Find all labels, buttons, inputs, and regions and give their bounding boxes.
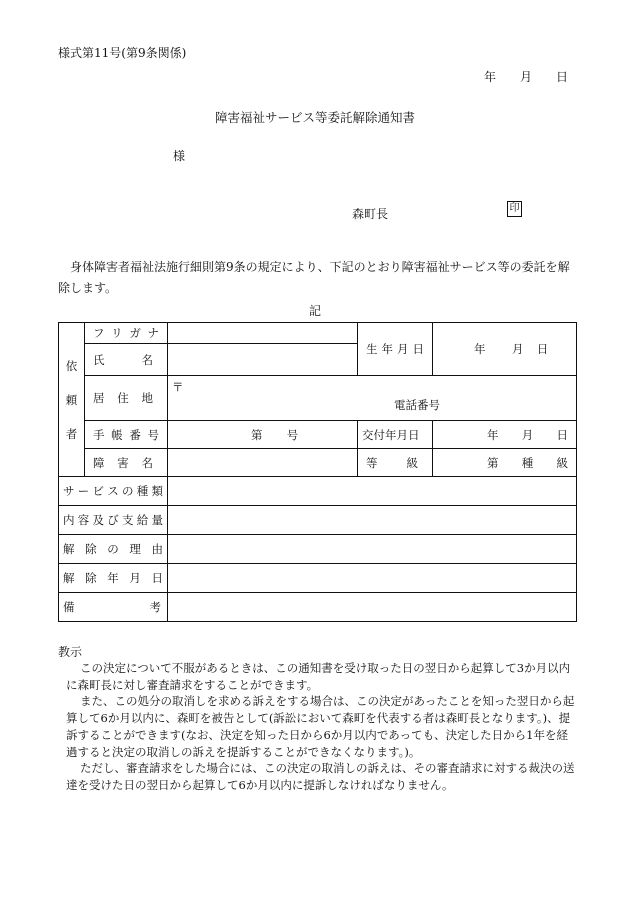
- issue-date: [484, 68, 568, 85]
- birthdate-text: 生 年 月 日: [366, 342, 424, 356]
- address-field[interactable]: [168, 376, 577, 421]
- notice-body: [66, 660, 578, 794]
- grade-field[interactable]: 第 種 級: [433, 449, 577, 477]
- reason-label: [59, 535, 168, 564]
- document-title: 障害福祉サービス等委託解除通知書: [214, 110, 415, 125]
- seal-stamp: 印: [507, 201, 522, 217]
- date-year-label: 年: [484, 70, 497, 84]
- addressee-suffix: 様: [173, 149, 186, 163]
- service-type-text: サ ー ビ ス の 種 類: [63, 484, 163, 498]
- ki-heading: 記: [308, 304, 321, 318]
- handbook-number-field[interactable]: 第 号: [168, 421, 358, 449]
- issuer-name: 森町長: [352, 207, 389, 221]
- notice-paragraph: ただし、審査請求をした場合には、この決定の取消しの訴えは、その審査請求に対する裁決の送達を受けた日の翌日から起算して6か月以内に提訴しなければなりません。: [66, 761, 575, 792]
- disability-name-label: [85, 449, 168, 477]
- cancel-date-label: [59, 564, 168, 593]
- phone-label: 電話番号: [394, 398, 440, 412]
- address-text: 居 住 地: [93, 391, 153, 405]
- handbook-number-label: [85, 421, 168, 449]
- requester-label: 依 頼 者: [59, 323, 85, 477]
- name-label: [85, 344, 168, 376]
- notice-paragraph: この決定について不服があるときは、この通知書を受け取った日の翌日から起算して3か月以内に森町長に対し審査請求をすることができます。: [66, 661, 571, 692]
- intro-text: 身体障害者福祉法施行細則第9条の規定により、下記のとおり障害福祉サービス等の委託を解除します。: [58, 260, 570, 295]
- disability-name-field[interactable]: [168, 449, 358, 477]
- furigana-label: [85, 323, 168, 344]
- reason-text: 解 除 の 理 由: [63, 542, 163, 556]
- details-table: [58, 322, 577, 622]
- furigana-field[interactable]: [168, 323, 358, 344]
- remarks-label: [59, 593, 168, 622]
- service-type-field[interactable]: [168, 477, 577, 506]
- postal-mark: 〒: [172, 380, 184, 394]
- grade-text: 等 級: [366, 455, 418, 470]
- cancel-date-text: 解 除 年 月 日: [63, 571, 163, 585]
- birthdate-label: [358, 323, 433, 376]
- reason-field[interactable]: [168, 535, 577, 564]
- content-amount-text: 内 容 及 び 支 給 量: [63, 513, 163, 527]
- service-type-label: [59, 477, 168, 506]
- form-number: 様式第11号(第9条関係): [58, 46, 187, 60]
- notice-heading: 教示: [58, 645, 83, 659]
- handbook-number-text: 手 帳 番 号: [93, 427, 159, 442]
- remarks-field[interactable]: [168, 593, 577, 622]
- grade-label: [358, 449, 433, 477]
- content-amount-label: [59, 506, 168, 535]
- date-month-label: 月: [520, 70, 533, 84]
- furigana-text: フ リ ガ ナ: [93, 326, 159, 340]
- disability-name-text: 障 害 名: [93, 455, 153, 470]
- issue-date-label: 交付年月日: [358, 421, 433, 449]
- cancel-date-field[interactable]: [168, 564, 577, 593]
- remarks-text: 備 考: [63, 600, 161, 614]
- notice-paragraph: また、この処分の取消しを求める訴えをする場合は、この決定があったことを知った翌日から起算して6か月以内に、森町を被告として(訴訟において森町を代表する者は森町長となります。)、提訴することができます(なお、決定を知った日から6か月以内であっても、決定した日から1年を経過すると決定の取消しの訴えを提訴することができなくなります。)。: [66, 694, 575, 759]
- name-field[interactable]: [168, 344, 358, 376]
- birthdate-field[interactable]: 年 月 日: [433, 323, 577, 376]
- address-label: [85, 376, 168, 421]
- date-day-label: 日: [556, 70, 569, 84]
- name-text: 氏 名: [93, 352, 153, 367]
- issue-date-field[interactable]: 年 月 日: [433, 421, 577, 449]
- content-amount-field[interactable]: [168, 506, 577, 535]
